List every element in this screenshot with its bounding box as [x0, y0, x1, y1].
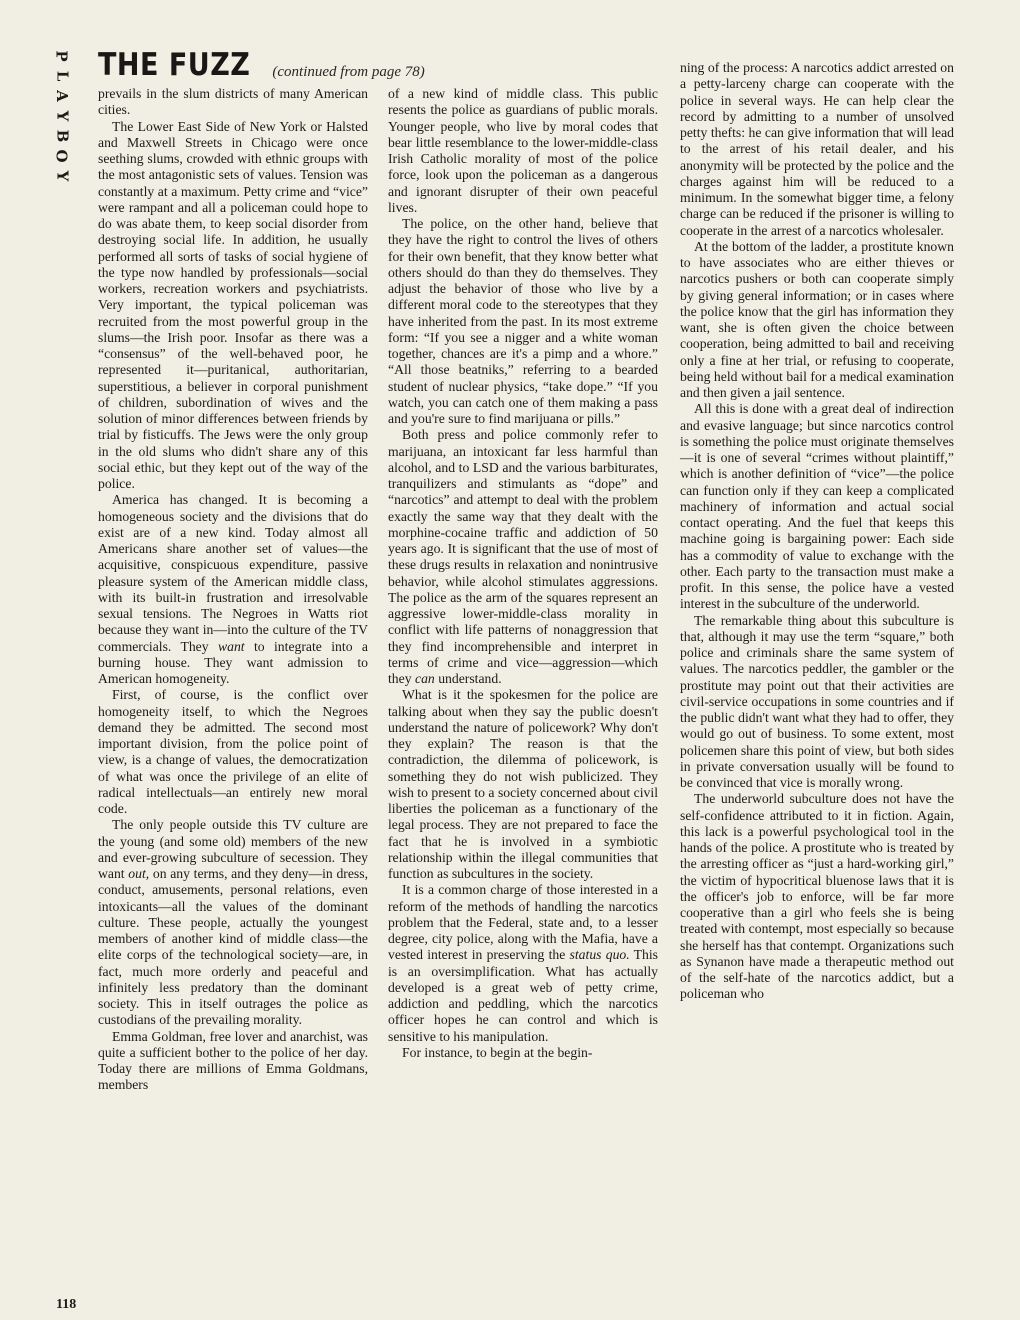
text-column-1: [98, 86, 368, 1094]
article-header: [98, 47, 425, 86]
continued-note: (continued from page 78): [272, 64, 425, 80]
paragraph: For instance, to begin at the begin-: [402, 1044, 593, 1060]
paragraph: The police, on the other hand, believe that they have the right to control the lives of others for their own benefit, that they know better what others should do than they do themselves. They adjust the behavior of those who live by a different moral code to the stereotypes that they have inherited from the past. In its most extreme form: “If you see a nigger and a white woman together, chances are it's a pimp and a whore.” “All those beatniks,” referring to a bearded student of nuclear physics, “take dope.” “If you watch, you can catch one of them making a pass and you're sure to find marijuana or pills.”: [388, 216, 658, 426]
text-column-3: [680, 60, 954, 1003]
paragraph: All this is done with a great deal of indirection and evasive language; but since narcotics control is something the police must originate themselves—it is one of several “crimes without plaintiff,” which is another definition of “vice”—the police can function only if they can keep a complicated machinery of information and actual social contact operating. And the fuel that keeps this machine going is bargaining power: Each side has a commodity of value to exchange with the other. Each party to the transaction must make a profit. In this sense, the police have a vested interest in the subculture of the underworld.: [680, 401, 954, 612]
paragraph: prevails in the slum districts of many American cities.: [98, 86, 368, 118]
article-title: THE FUZZ: [98, 47, 251, 83]
paragraph: The Lower East Side of New York or Halsted and Maxwell Streets in Chicago were once seething slums, crowded with ethnic groups with the most antagonistic sets of values. Tension was constantly at a maximum. Petty crime and “vice” were rampant and all a policeman could hope to do was abate them, to keep social disorder from destroying social life. In addition, he usually performed all sorts of tasks of social hygiene of the type now handled by professionals—social workers, recreation workers and psychiatrists. Very important, the typical policeman was recruited from the most powerful group in the slums—the Irish poor. Insofar as there was a “consensus” of the well-behaved poor, he represented it—puritanical, authoritarian, superstitious, a believer in corporal punishment of children, subordination of wives and the solution of minor differences between friends by trial by fisticuffs. The Jews were the only group in the old slums who didn't share any of this social ethic, but they kept out of the way of the police.: [98, 118, 368, 491]
paragraph: The remarkable thing about this subculture is that, although it may use the term “square,” both police and criminals share the same system of values. The narcotics peddler, the gambler or the prostitute may point out that their activities are civil-service occupations in some countries and if the public didn't want what they had to offer, they would go out of business. To some extent, most policemen share this point of view, but both sides in private conversation usually will be found to be convinced that vice is morally wrong.: [680, 612, 954, 790]
vertical-letter: L: [52, 70, 71, 82]
paragraph: What is it the spokesmen for the police are talking about when they say the public doesn't understand the nature of policework? Why don't they explain? The reason is that the contradiction, the dilemma of policework, is something they do not wish publicized. They wish to present to a society concerned about civil liberties the policeman as a functionary of the legal process. They are not prepared to face the fact that he is involved in a symbiotic relationship within the illegal communities that function as subcultures in the society.: [388, 687, 658, 881]
magazine-vertical-title: [52, 46, 72, 186]
page-number: 118: [56, 1297, 77, 1312]
vertical-letter: Y: [53, 170, 71, 182]
paragraph: At the bottom of the ladder, a prostitute known to have associates who are either thieves or narcotics pushers or both can cooperate simply by giving general information; or in cases where the police know that the girl has information they want, she is often given the choice between cooperation, being admitted to bail and receiving only a fine at her trial, or refusing to cooperate, being held without bail for a medical examination and then given a jail sentence.: [680, 238, 954, 400]
paragraph: ning of the process: A narcotics addict arrested on a petty-larceny charge can cooperate with the police in several ways. He can help clear the record by admitting to a number of unsolved petty thefts: he can give information that will lead to the arrest of his retail dealer, and his anonymity will be protected by the police and the charges against him will be reduced to a minimum. In the somewhat bigger time, a felony charge can be reduced if the prisoner is willing to cooperate in the arrest of a narcotics wholesaler.: [680, 60, 954, 238]
vertical-letter: O: [52, 149, 71, 163]
text-column-2: [388, 86, 658, 1061]
paragraph: The underworld subculture does not have the self-confidence attributed to it in fiction. Again, this lack is a powerful psychological tool in the hands of the police. A prostitute who is treated by the arresting officer as “just a hard-working girl,” the victim of hypocritical bluenose laws that it is the officer's job to enforce, will be far more cooperative than a girl who feels she is being treated with contempt, most especially so because she herself has that contempt. Organizations such as Synanon have made a therapeutic method out of the self-hate of the narcotics addict, but a policeman who: [680, 791, 954, 1002]
vertical-letter: B: [53, 129, 71, 143]
paragraph: It is a common charge of those interested in a reform of the methods of handling the narcotics problem that the Federal, state and, to a lesser degree, city police, along with the Mafia, have a vested interest in preserving the status quo. This is an oversimplification. What has actually developed is a great web of petty crime, addiction and peddling, which the narcotics officer hopes he can control and which is sensitive to his manipulation.: [388, 882, 659, 1044]
paragraph: Both press and police commonly refer to marijuana, an intoxicant far less harmful than alcohol, and to LSD and the various barbiturates, tranquilizers and stimulants as “dope” and “narcotics” and attempt to deal with the problem exactly the same way that they dealt with the morphine-cocaine traffic and addiction of 50 years ago. It is significant that the use of most of these drugs results in relaxation and nonintrusive behavior, while alcohol stimulates aggressions. The police as the arm of the squares represent an aggressive lower-middle-class morality in conflict with life patterns of nonaggression that they find incomprehensible and interpret in terms of crime and vice—aggression—which they can understand.: [388, 427, 658, 686]
vertical-letter: P: [53, 50, 71, 62]
paragraph: America has changed. It is becoming a homogeneous society and the divisions that do exist are of a new kind. Today almost all Americans share another set of values—the acquisitive, conspicuous expenditure, passive pleasure system of the American middle class, with its built-in frustration and irresolvable sexual tensions. The Negroes in Watts riot because they want in—into the culture of the TV commercials. They want to integrate into a burning house. They want admission to American homogeneity.: [98, 492, 368, 686]
paragraph: First, of course, is the conflict over homogeneity itself, to which the Negroes demand they be admitted. The second most important division, from the police point of view, is a change of values, the democratization of what was once the privilege of an elite of radical intellectuals—an entirely new moral code.: [98, 687, 368, 816]
paragraph: Emma Goldman, free lover and anarchist, was quite a sufficient bother to the police of her day. Today there are millions of Emma Goldmans, members: [98, 1028, 368, 1093]
paragraph: The only people outside this TV culture are the young (and some old) members of the new and ever-growing subculture of secession. They want out, on any terms, and they deny—in dress, conduct, amusements, personal relations, even intoxicants—all the values of the dominant culture. These people, actually the youngest members of another kind of middle class—the elite corps of the technological society—are, in fact, much more orderly and peaceful and infinitely less predatory than the dominant society. This in itself outrages the police as custodians of the prevailing morality.: [98, 817, 368, 1028]
vertical-letter: A: [52, 90, 71, 102]
paragraph: of a new kind of middle class. This public resents the police as guardians of public morals. Younger people, who live by moral codes that bear little resemblance to the lower-middle-class Irish Catholic morality of most of the police force, look upon the policeman as a dangerous and ignorant disrupter of their own peaceful lives.: [388, 86, 658, 215]
vertical-letter: Y: [53, 110, 71, 122]
